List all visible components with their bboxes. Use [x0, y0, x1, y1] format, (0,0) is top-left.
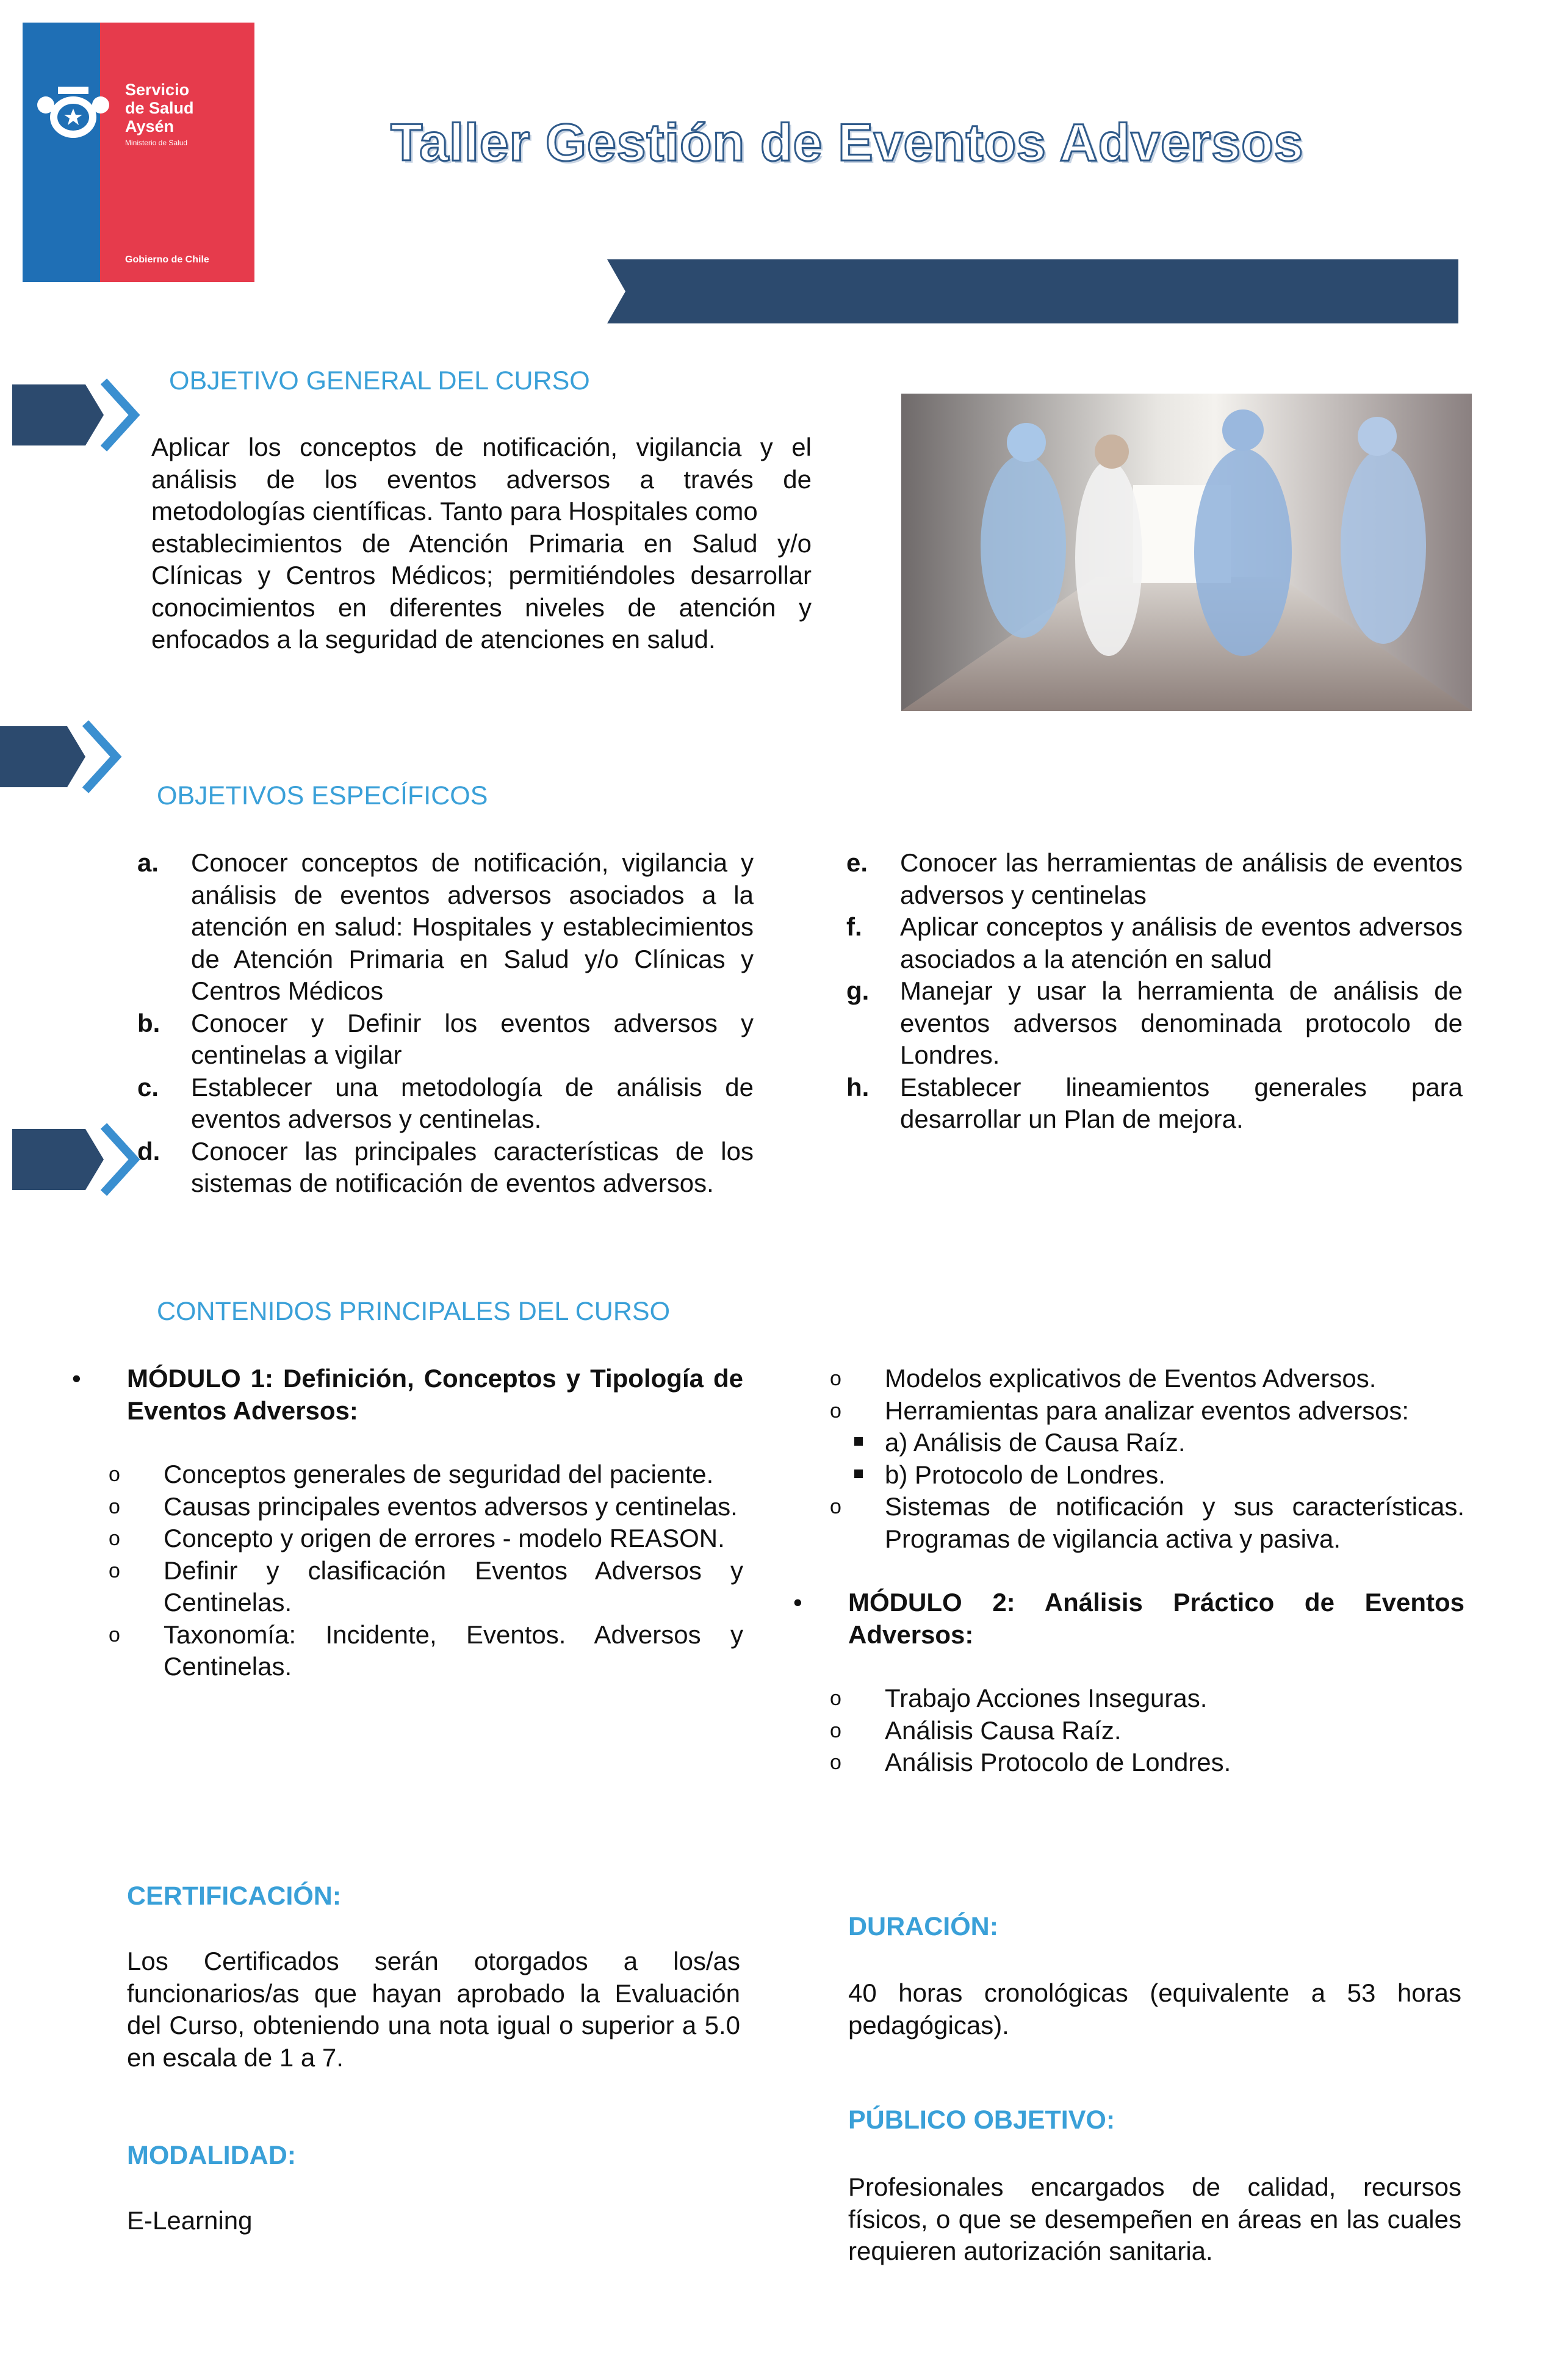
publico-objetivo-text: Profesionales encargados de calidad, recursos físicos, o que se desempeñen en áreas en las cuales requieren autorización sanitaria. [848, 2173, 1461, 2265]
contenidos-left-column [72, 1363, 743, 1683]
logo-service-name: Servicio de Salud Aysén [125, 81, 194, 135]
section-chevron-icon [12, 378, 140, 452]
modulo-1-title: • MÓDULO 1: Definición, Conceptos y Tipología de Eventos Adversos: [72, 1364, 743, 1425]
objetivo-item: g. Manejar y usar la herramienta de análisis de eventos adversos denominada protocolo de Londres. [846, 976, 1463, 1069]
list-item: o Definir y clasificación Eventos Adversos y Centinelas. [109, 1556, 743, 1617]
list-item: o Conceptos generales de seguridad del paciente. [109, 1460, 714, 1488]
page-title: Taller Gestión de Eventos Adversos [391, 114, 1304, 172]
contenidos-heading: CONTENIDOS PRINCIPALES DEL CURSO [157, 1297, 671, 1326]
square-bullet-icon [854, 1437, 863, 1446]
objetivo-general-text [151, 431, 812, 656]
coat-of-arms-icon [34, 81, 113, 148]
modalidad-text: E-Learning [127, 2206, 253, 2235]
list-item: o Herramientas para analizar eventos adversos: [830, 1396, 1410, 1425]
modalidad-heading: MODALIDAD: [127, 2141, 297, 2170]
bullet-dot-icon: • [72, 1364, 81, 1393]
list-item: o Modelos explicativos de Eventos Adversos. [830, 1364, 1377, 1393]
list-item: o Trabajo Acciones Inseguras. [830, 1684, 1208, 1712]
logo-blue-band [23, 23, 100, 282]
bullet-dot-icon: • [793, 1588, 802, 1617]
certificacion-heading: CERTIFICACIÓN: [127, 1881, 342, 1911]
hospital-corridor-photo [901, 394, 1472, 711]
duracion-text: 40 horas cronológicas (equivalente a 53 horas pedagógicas). [848, 1978, 1461, 2039]
section-chevron-icon [0, 720, 122, 793]
logo-red-band [100, 23, 254, 282]
sub-list-item: a) Análisis de Causa Raíz. [830, 1427, 1464, 1459]
objetivos-especificos-heading: OBJETIVOS ESPECÍFICOS [157, 781, 488, 810]
modulo-2-title: • MÓDULO 2: Análisis Práctico de Eventos Adversos: [793, 1588, 1464, 1649]
title-banner [607, 259, 1458, 323]
list-item: o Causas principales eventos adversos y centinelas. [109, 1491, 738, 1521]
objetivo-general-paragraph-1: Aplicar los conceptos de notificación, vigilancia y el análisis de los eventos adversos a través de metodologías científicas. Tanto para Hospitales como [151, 433, 812, 525]
objetivos-list-right [846, 847, 1463, 1136]
certificacion-text: Los Certificados serán otorgados a los/as funcionarios/as que hayan aprobado la Evaluación del Curso, obteniendo una nota igual o superior a 5.0 en escala de 1 a 7. [127, 1947, 740, 2072]
contenidos-right-column [793, 1363, 1464, 1779]
logo-ministry: Ministerio de Salud [125, 139, 188, 147]
objetivo-item: c. Establecer una metodología de análisis de eventos adversos y centinelas. [137, 1072, 754, 1133]
publico-objetivo-heading: PÚBLICO OBJETIVO: [848, 2105, 1115, 2135]
square-bullet-icon [854, 1469, 863, 1478]
objetivo-item: d. Conocer las principales características de los sistemas de notificación de eventos adversos. [137, 1136, 754, 1197]
list-item: o Taxonomía: Incidente, Eventos. Adversos y Centinelas. [109, 1620, 743, 1681]
sub-list-item: b) Protocolo de Londres. [830, 1459, 1464, 1491]
objetivo-item: b. Conocer y Definir los eventos adversos y centinelas a vigilar [137, 1008, 754, 1069]
duracion-heading: DURACIÓN: [848, 1912, 999, 1941]
list-item: o Análisis Protocolo de Londres. [830, 1748, 1231, 1776]
list-item: o Análisis Causa Raíz. [830, 1715, 1122, 1745]
section-chevron-icon [12, 1123, 140, 1196]
servicio-salud-logo [23, 23, 254, 282]
list-item: o Sistemas de notificación y sus características. Programas de vigilancia activa y pasiva. [830, 1492, 1464, 1553]
objetivo-item: f. Aplicar conceptos y análisis de eventos adversos asociados a la atención en salud [846, 912, 1463, 973]
list-item: o Concepto y origen de errores - modelo REASON. [109, 1524, 725, 1552]
objetivo-item: a. Conocer conceptos de notificación, vigilancia y análisis de eventos adversos asociados a la atención en salud: Hospitales y establecimientos de Atención Primaria en Salud y/o Clínicas y Centros Médicos [137, 848, 754, 1005]
objetivos-list-left [137, 847, 754, 1200]
logo-government: Gobierno de Chile [125, 254, 209, 265]
objetivo-general-heading: OBJETIVO GENERAL DEL CURSO [169, 366, 590, 395]
objetivo-item: e. Conocer las herramientas de análisis de eventos adversos y centinelas [846, 848, 1463, 909]
objetivo-general-paragraph-2: establecimientos de Atención Primaria en Salud y/o Clínicas y Centros Médicos; permitiéndoles desarrollar conocimientos en diferentes niveles de atención y enfocados a la seguridad de atenciones en salud. [151, 528, 812, 654]
objetivo-item: h. Establecer lineamientos generales para desarrollar un Plan de mejora. [846, 1072, 1463, 1133]
